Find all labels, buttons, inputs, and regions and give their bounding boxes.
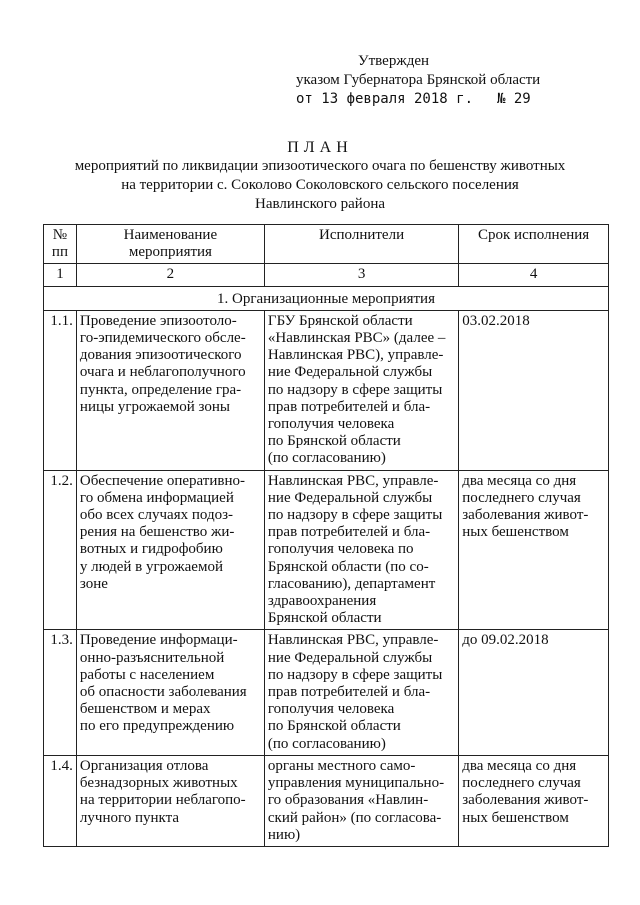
cell-text-line: по надзору в сфере защиты bbox=[267, 507, 443, 524]
cell-text-line: бешенством и мерах bbox=[79, 701, 211, 718]
cell-text-line: зоне bbox=[79, 575, 108, 592]
cell-text-line: ницы угрожаемой зоны bbox=[79, 398, 231, 415]
activity-cell bbox=[76, 755, 264, 846]
approval-number: № 29 bbox=[497, 91, 531, 107]
cell-text-line: безнадзорных животных bbox=[79, 775, 238, 792]
row-number: 1.1. bbox=[44, 310, 77, 470]
executors-cell bbox=[264, 630, 458, 755]
cell-text-line: заболевания живот- bbox=[462, 507, 589, 524]
header-activity bbox=[76, 225, 264, 264]
cell-text-line: (по согласованию) bbox=[267, 450, 386, 467]
cell-text-line: органы местного само- bbox=[267, 757, 416, 774]
cell-text-line: ние Федеральной службы bbox=[267, 364, 433, 381]
plan-heading: ПЛАН bbox=[287, 139, 353, 156]
cell-text-line: здравоохранения bbox=[267, 593, 377, 610]
header-line: Наименование bbox=[123, 227, 218, 243]
header-line: мероприятия bbox=[128, 244, 212, 261]
activity-cell bbox=[76, 630, 264, 755]
cell-text-line: два месяца со дня bbox=[462, 472, 577, 489]
section-title: 1. Организационные мероприятия bbox=[44, 286, 609, 310]
deadline-cell bbox=[459, 630, 609, 755]
cell-text-line: Организация отлова bbox=[79, 757, 209, 774]
cell-text-line: рения на бешенство жи- bbox=[79, 524, 235, 541]
cell-text-line: у людей в угрожаемой bbox=[79, 558, 223, 575]
cell-text-line: го-эпидемического обсле- bbox=[79, 330, 246, 347]
column-number: 1 bbox=[44, 264, 77, 286]
table-row bbox=[44, 630, 609, 755]
cell-text-line: на территории неблагопо- bbox=[79, 792, 246, 809]
plan-table bbox=[43, 224, 609, 847]
cell-text-line: Проведение эпизоотоло- bbox=[79, 312, 237, 329]
cell-text-line: онно-разъяснительной bbox=[79, 649, 225, 666]
approval-date: от 13 февраля 2018 г. bbox=[296, 91, 474, 107]
cell-text-line: управления муниципально- bbox=[267, 775, 445, 792]
cell-text-line: ных бешенством bbox=[462, 524, 569, 541]
cell-text-line: по надзору в сфере защиты bbox=[267, 381, 443, 398]
cell-text-line: ский район» (по согласова- bbox=[267, 809, 442, 826]
cell-text-line: заболевания живот- bbox=[462, 792, 589, 809]
cell-text-line: гополучия человека по bbox=[267, 541, 414, 558]
cell-text-line: гополучия человека bbox=[267, 416, 395, 433]
cell-text-line: го обмена информацией bbox=[79, 489, 234, 506]
cell-text-line: Навлинская РВС), управле- bbox=[267, 347, 444, 364]
deadline-cell bbox=[459, 755, 609, 846]
cell-text-line: Навлинская РВС, управле- bbox=[267, 472, 439, 489]
approval-line-decree: указом Губернатора Брянской области bbox=[296, 72, 541, 88]
title-line-2: на территории с. Соколово Соколовского сельского поселения bbox=[121, 177, 519, 193]
cell-text-line: Навлинская РВС, управле- bbox=[267, 632, 439, 649]
cell-text-line: го образования «Навлин- bbox=[267, 792, 429, 809]
column-number: 3 bbox=[264, 264, 458, 286]
column-number: 2 bbox=[76, 264, 264, 286]
executors-cell bbox=[264, 755, 458, 846]
activity-cell bbox=[76, 310, 264, 470]
cell-text-line: об опасности заболевания bbox=[79, 684, 247, 701]
cell-text-line: гополучия человека bbox=[267, 701, 395, 718]
cell-text-line: Брянской области bbox=[267, 610, 382, 627]
cell-text-line: последнего случая bbox=[462, 489, 581, 506]
cell-text-line: ние Федеральной службы bbox=[267, 489, 433, 506]
approval-line-approved: Утвержден bbox=[358, 53, 430, 69]
cell-text-line: два месяца со дня bbox=[462, 757, 577, 774]
cell-text-line: обо всех случаях подоз- bbox=[79, 507, 233, 524]
row-number: 1.4. bbox=[44, 755, 77, 846]
cell-text-line: дования эпизоотического bbox=[79, 347, 242, 364]
cell-text-line: нию) bbox=[267, 826, 301, 843]
title-line-3: Навлинского района bbox=[255, 196, 385, 212]
cell-text-line: 03.02.2018 bbox=[462, 312, 530, 329]
section-row bbox=[44, 286, 609, 310]
header-number bbox=[44, 225, 77, 264]
activity-cell bbox=[76, 470, 264, 630]
table-header-row bbox=[44, 225, 609, 264]
cell-text-line: пункта, определение гра- bbox=[79, 381, 242, 398]
cell-text-line: последнего случая bbox=[462, 775, 581, 792]
header-line: Исполнители bbox=[319, 227, 405, 243]
cell-text-line: по надзору в сфере защиты bbox=[267, 666, 443, 683]
cell-text-line: прав потребителей и бла- bbox=[267, 524, 431, 541]
cell-text-line: по его предупреждению bbox=[79, 718, 235, 735]
table-row bbox=[44, 310, 609, 470]
cell-text-line: Брянской области (по со- bbox=[267, 558, 429, 575]
title-line-1: мероприятий по ликвидации эпизоотического очага по бешенству животных bbox=[74, 158, 566, 174]
cell-text-line: лучного пункта bbox=[79, 809, 180, 826]
cell-text-line: вотных и гидрофобию bbox=[79, 541, 223, 558]
row-number: 1.3. bbox=[44, 630, 77, 755]
deadline-cell bbox=[459, 310, 609, 470]
cell-text-line: Обеспечение оперативно- bbox=[79, 472, 245, 489]
executors-cell bbox=[264, 310, 458, 470]
approval-stamp bbox=[296, 52, 540, 109]
cell-text-line: «Навлинская РВС» (далее – bbox=[267, 330, 446, 347]
cell-text-line: по Брянской области bbox=[267, 718, 401, 735]
column-number-row bbox=[44, 264, 609, 286]
cell-text-line: по Брянской области bbox=[267, 433, 401, 450]
header-line: Срок исполнения bbox=[478, 227, 590, 243]
cell-text-line: прав потребителей и бла- bbox=[267, 398, 431, 415]
table-row bbox=[44, 755, 609, 846]
cell-text-line: гласованию), департамент bbox=[267, 575, 436, 592]
approval-line-date bbox=[296, 90, 540, 109]
header-line: пп bbox=[51, 244, 68, 261]
cell-text-line: прав потребителей и бла- bbox=[267, 684, 431, 701]
cell-text-line: ние Федеральной службы bbox=[267, 649, 433, 666]
cell-text-line: до 09.02.2018 bbox=[462, 632, 549, 649]
table-row bbox=[44, 470, 609, 630]
deadline-cell bbox=[459, 470, 609, 630]
header-executors bbox=[264, 225, 458, 264]
row-number: 1.2. bbox=[44, 470, 77, 630]
column-number: 4 bbox=[459, 264, 609, 286]
document-title bbox=[0, 138, 640, 214]
executors-cell bbox=[264, 470, 458, 630]
cell-text-line: очага и неблагополучного bbox=[79, 364, 246, 381]
cell-text-line: (по согласованию) bbox=[267, 735, 386, 752]
cell-text-line: ных бешенством bbox=[462, 809, 569, 826]
cell-text-line: Проведение информаци- bbox=[79, 632, 238, 649]
header-line: № bbox=[52, 227, 68, 243]
cell-text-line: ГБУ Брянской области bbox=[267, 312, 413, 329]
cell-text-line: работы с населением bbox=[79, 666, 215, 683]
header-deadline bbox=[459, 225, 609, 264]
